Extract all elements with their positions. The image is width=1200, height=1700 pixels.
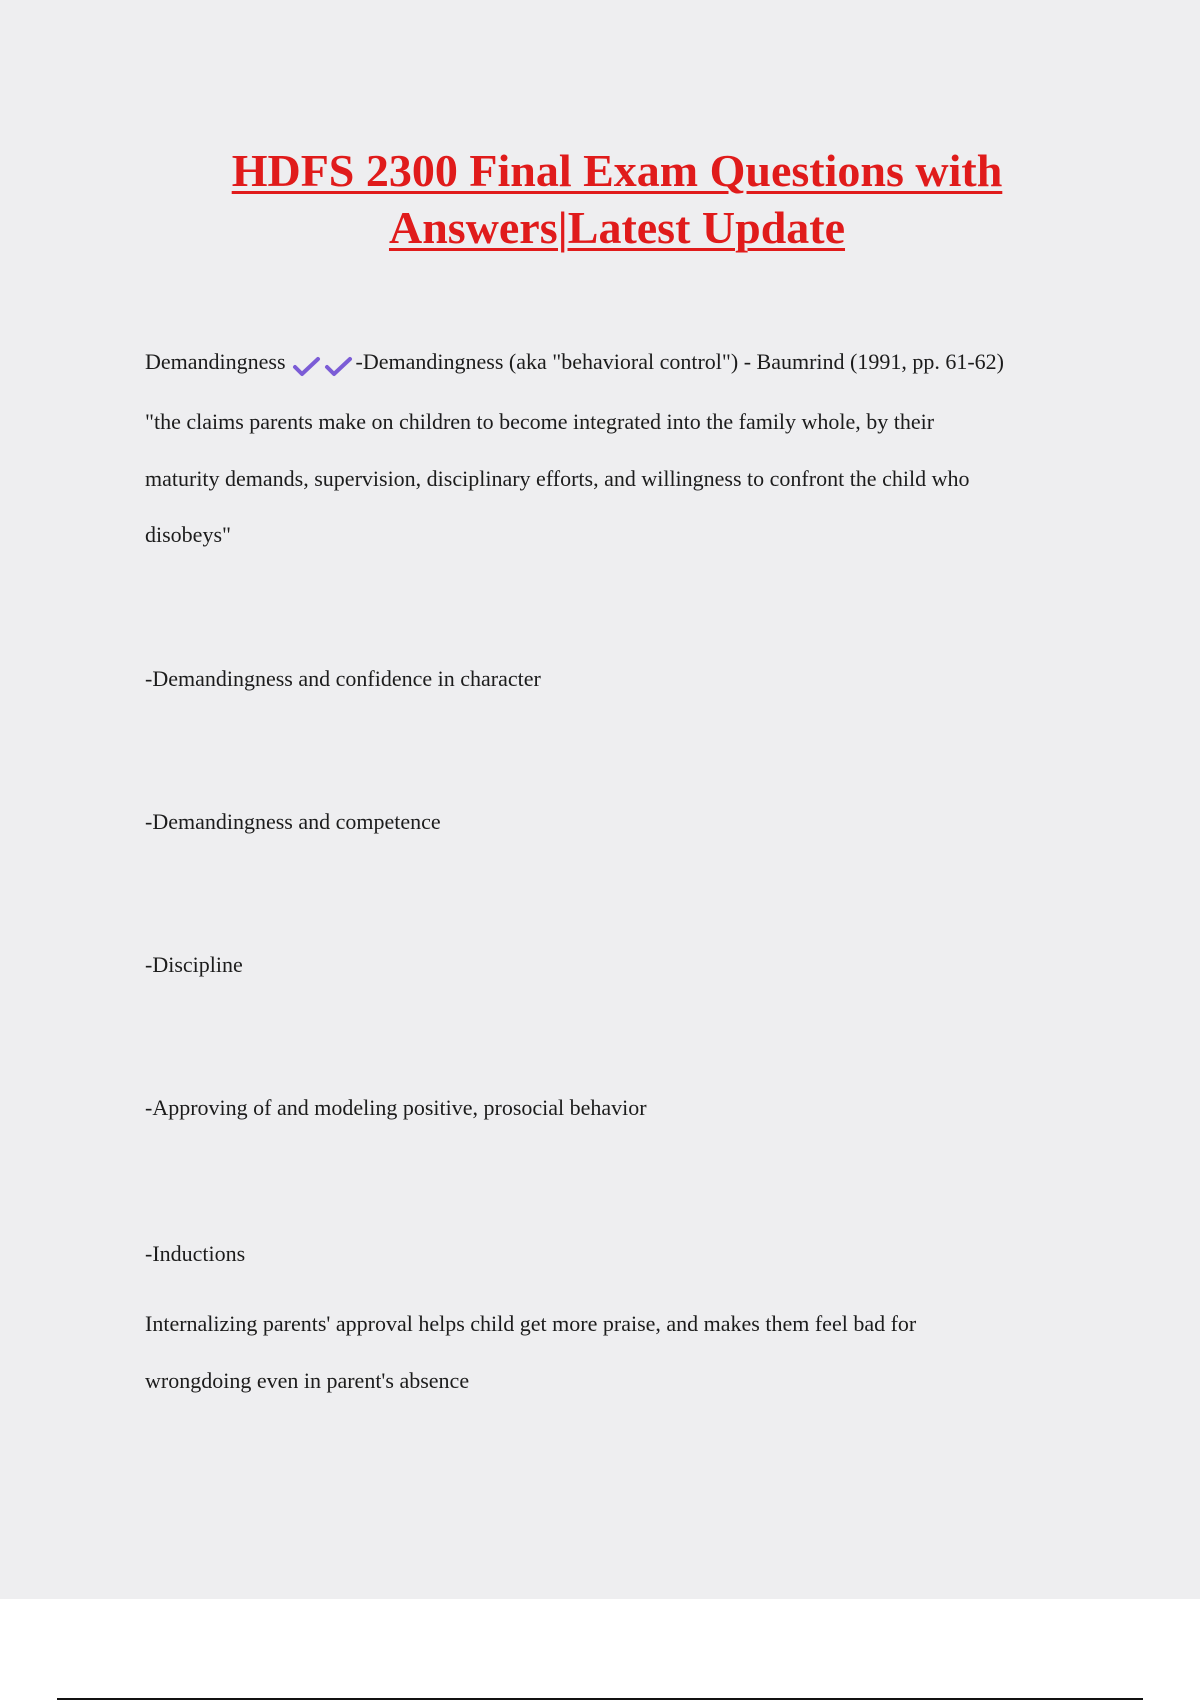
definition-line-1 bbox=[145, 348, 1004, 378]
definition-line-2: "the claims parents make on children to become integrated into the family whole, by their bbox=[145, 409, 935, 434]
double-check-icon bbox=[292, 350, 354, 378]
list-item: -Demandingness and competence bbox=[145, 809, 441, 834]
definition-line-4: disobeys" bbox=[145, 522, 231, 547]
title-line-1: HDFS 2300 Final Exam Questions with bbox=[231, 145, 1003, 196]
definition-line-3: maturity demands, supervision, disciplinary efforts, and willingness to confront the child who bbox=[145, 466, 970, 491]
list-item: -Inductions bbox=[145, 1241, 246, 1266]
document-title bbox=[0, 142, 1200, 256]
list-item: -Demandingness and confidence in character bbox=[145, 666, 541, 691]
inductions-note-line-2: wrongdoing even in parent's absence bbox=[145, 1368, 470, 1393]
list-item: -Approving of and modeling positive, prosocial behavior bbox=[145, 1095, 647, 1120]
inductions-note-line-1: Internalizing parents' approval helps child get more praise, and makes them feel bad for bbox=[145, 1311, 917, 1336]
term-demandingness: Demandingness bbox=[145, 349, 286, 374]
title-line-2: Answers|Latest Update bbox=[388, 202, 846, 253]
list-item: -Discipline bbox=[145, 952, 243, 977]
definition-text: -Demandingness (aka "behavioral control") - Baumrind (1991, pp. 61-62) bbox=[355, 349, 1004, 374]
